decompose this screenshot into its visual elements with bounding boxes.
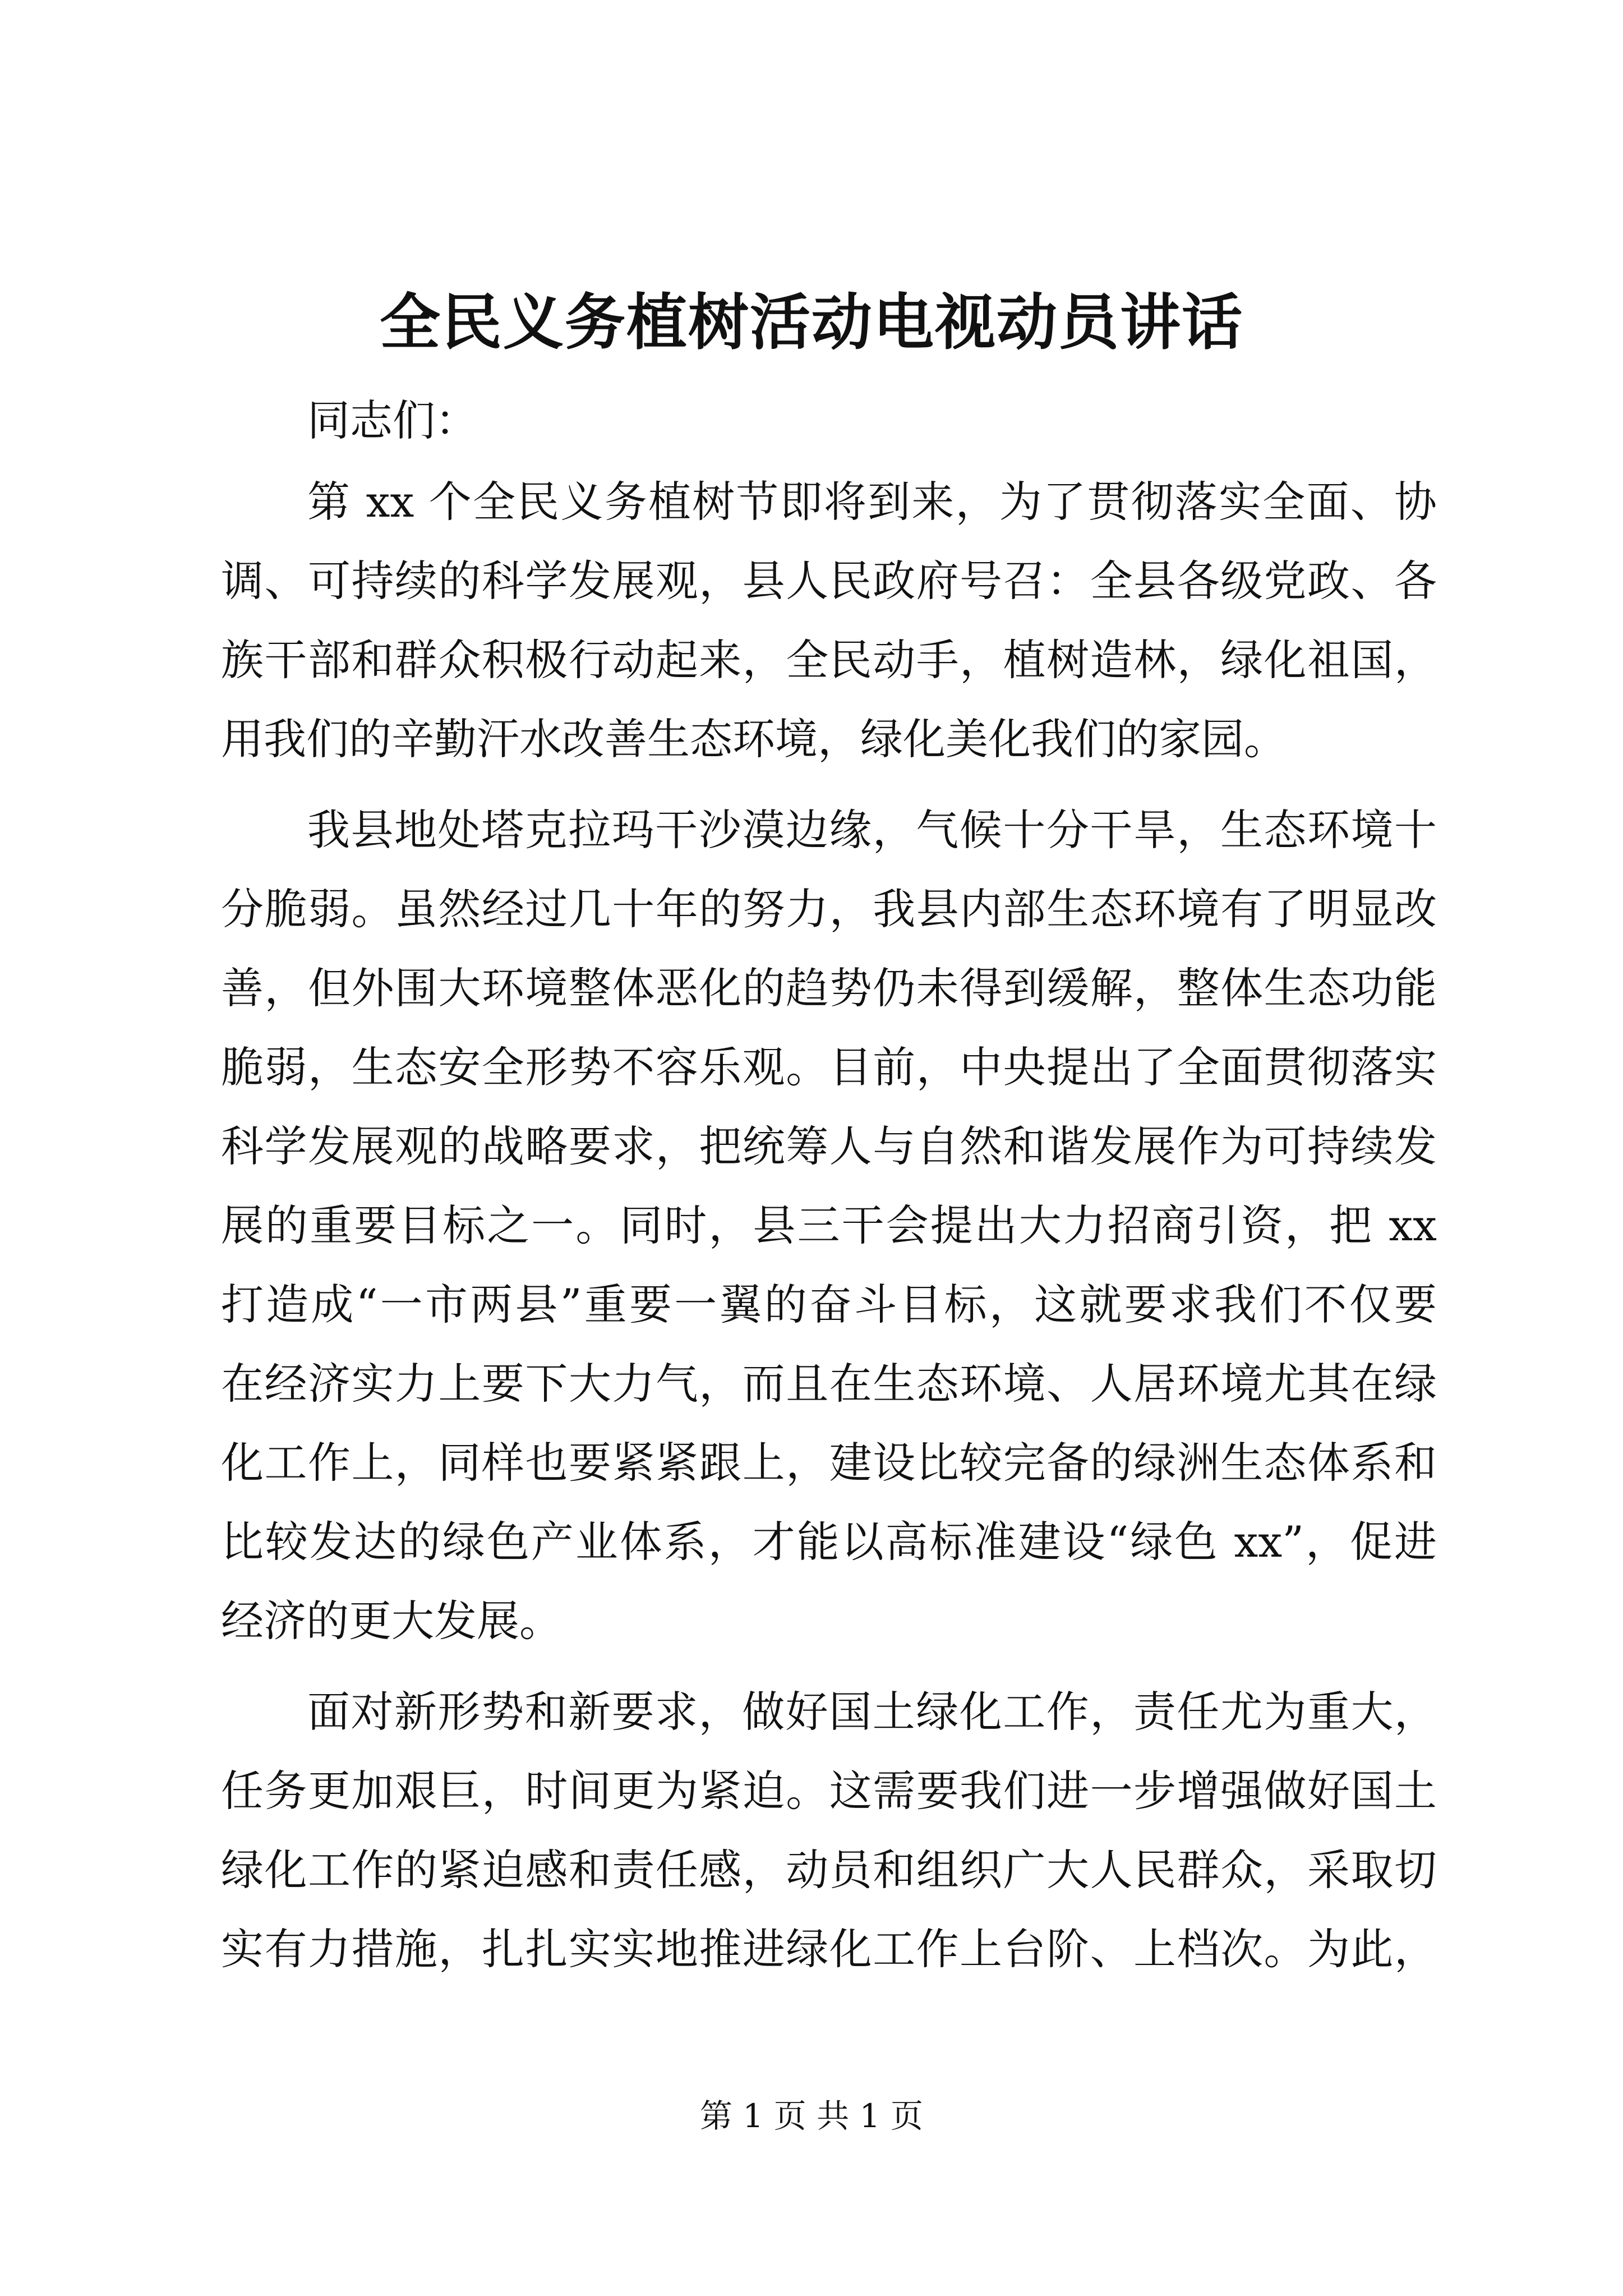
paragraph-2-line-2: 分脆弱。虽然经过几十年的努力，我县内部生态环境有了明显改 — [221, 884, 1437, 934]
paragraph-2-line-3: 善，但外围大环境整体恶化的趋势仍未得到缓解，整体生态功能 — [221, 963, 1437, 1013]
paragraph-1-line-1: 第 xx 个全民义务植树节即将到来，为了贯彻落实全面、协 — [307, 477, 1437, 527]
paragraph-2-line-1: 我县地处塔克拉玛干沙漠边缘，气候十分干旱，生态环境十 — [307, 805, 1437, 855]
paragraph-3-line-1: 面对新形势和新要求，做好国土绿化工作，责任尤为重大， — [307, 1687, 1437, 1737]
paragraph-2-line-4: 脆弱，生态安全形势不容乐观。目前，中央提出了全面贯彻落实 — [221, 1042, 1437, 1092]
paragraph-3-line-3: 绿化工作的紧迫感和责任感，动员和组织广大人民群众，采取切 — [221, 1845, 1437, 1895]
page-footer: 第 1 页 共 1 页 — [700, 2097, 923, 2135]
paragraph-1-line-3: 族干部和群众积极行动起来，全民动手，植树造林，绿化祖国， — [221, 635, 1437, 685]
paragraph-3-line-2: 任务更加艰巨，时间更为紧迫。这需要我们进一步增强做好国土 — [221, 1766, 1437, 1816]
paragraph-2-line-7: 打造成“一市两县”重要一翼的奋斗目标，这就要求我们不仅要 — [221, 1280, 1437, 1329]
paragraph-2-line-5: 科学发展观的战略要求，把统筹人与自然和谐发展作为可持续发 — [221, 1121, 1437, 1171]
paragraph-1-line-4: 用我们的辛勤汗水改善生态环境，绿化美化我们的家园。 — [221, 714, 1287, 764]
paragraph-1-line-2: 调、可持续的科学发展观，县人民政府号召：全县各级党政、各 — [221, 556, 1437, 606]
salutation: 同志们： — [307, 395, 478, 445]
paragraph-2-line-11: 经济的更大发展。 — [221, 1596, 562, 1646]
paragraph-2-line-10: 比较发达的绿色产业体系，才能以高标准建设“绿色 xx”，促进 — [221, 1517, 1437, 1567]
paragraph-2-line-8: 在经济实力上要下大力气，而且在生态环境、人居环境尤其在绿 — [221, 1359, 1437, 1409]
paragraph-3-line-4: 实有力措施，扎扎实实地推进绿化工作上台阶、上档次。为此， — [221, 1924, 1437, 1974]
paragraph-2-line-6: 展的重要目标之一。同时，县三干会提出大力招商引资，把 xx — [221, 1200, 1437, 1250]
paragraph-2-line-9: 化工作上，同样也要紧紧跟上，建设比较完备的绿洲生态体系和 — [221, 1438, 1437, 1488]
document-title: 全民义务植树活动电视动员讲话 — [379, 287, 1243, 358]
